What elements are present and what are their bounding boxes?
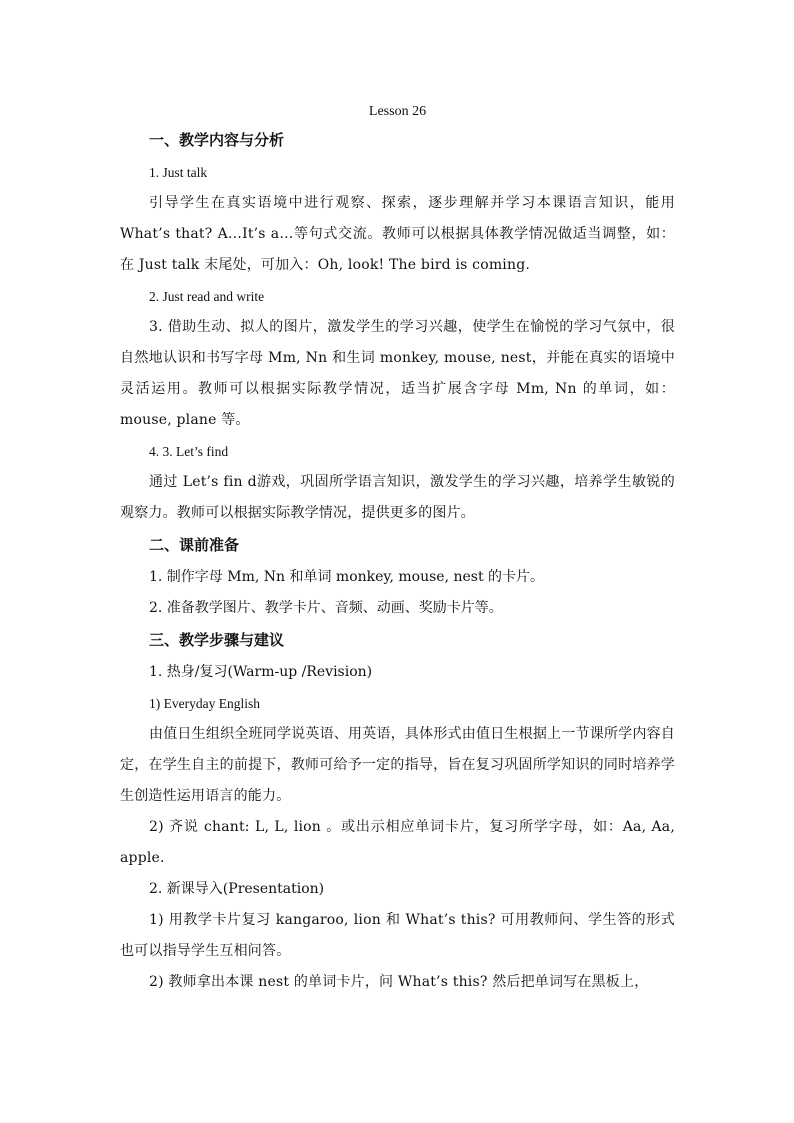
section-heading-preparation: 二、课前准备 [149,536,240,554]
list-item-prepare-materials: 2. 准备教学图片、教学卡片、音频、动画、奖励卡片等。 [149,600,503,616]
paragraph-just-talk: 引导学生在真实语境中进行观察、探索，逐步理解并学习本课语言知识，能用 What’s that? A…It’s a…等句式交流。教师可以根据具体教学情况做适当调整，如：在 Just talk 末尾处，可加入：Oh, look! The bird is coming. [120,195,675,273]
page-title: Lesson 26 [368,104,427,119]
list-item-read-write: 2. Just read and write [149,289,265,304]
section-heading-content-analysis: 一、教学内容与分析 [149,131,285,149]
paragraph-review-cards: 1) 用教学卡片复习 kangaroo, lion 和 What’s this? 可用教师问、学生答的形式也可以指导学生互相问答。 [120,912,675,959]
list-item-presentation: 2. 新课导入(Presentation) [149,881,325,897]
list-item-everyday-english: 1) Everyday English [149,696,260,711]
section-heading-teaching-steps: 三、教学步骤与建议 [149,631,285,649]
list-item-warm-up: 1. 热身/复习(Warm-up /Revision) [149,664,373,680]
list-item-prepare-cards: 1. 制作字母 Mm, Nn 和单词 monkey, mouse, nest 的卡片。 [149,569,545,585]
list-item-lets-find: 4. 3. Let’s find [149,444,229,459]
paragraph-chant: 2) 齐说 chant: L, L, lion 。或出示相应单词卡片，复习所学字母，如：Aa, Aa, apple. [120,819,675,866]
document-page [120,100,675,998]
paragraph-read-write: 3. 借助生动、拟人的图片，激发学生的学习兴趣，使学生在愉悦的学习气氛中，很自然地认识和书写字母 Mm, Nn 和生词 monkey, mouse, nest，并能在真实的语境中灵活运用。教师可以根据实际教学情况，适当扩展含字母 Mm, Nn 的单词，如：mouse, plane 等。 [120,319,675,428]
paragraph-nest-card: 2) 教师拿出本课 nest 的单词卡片，问 What’s this? 然后把单词写在黑板上， [149,974,649,990]
paragraph-everyday-english: 由值日生组织全班同学说英语、用英语，具体形式由值日生根据上一节课所学内容自定，在学生自主的前提下，教师可给予一定的指导，旨在复习巩固所学知识的同时培养学生创造性运用语言的能力。 [120,726,675,804]
paragraph-lets-find: 通过 Let’s fin d游戏，巩固所学语言知识，激发学生的学习兴趣，培养学生敏锐的观察力。教师可以根据实际教学情况，提供更多的图片。 [120,474,675,521]
list-item-just-talk: 1. Just talk [149,165,208,180]
